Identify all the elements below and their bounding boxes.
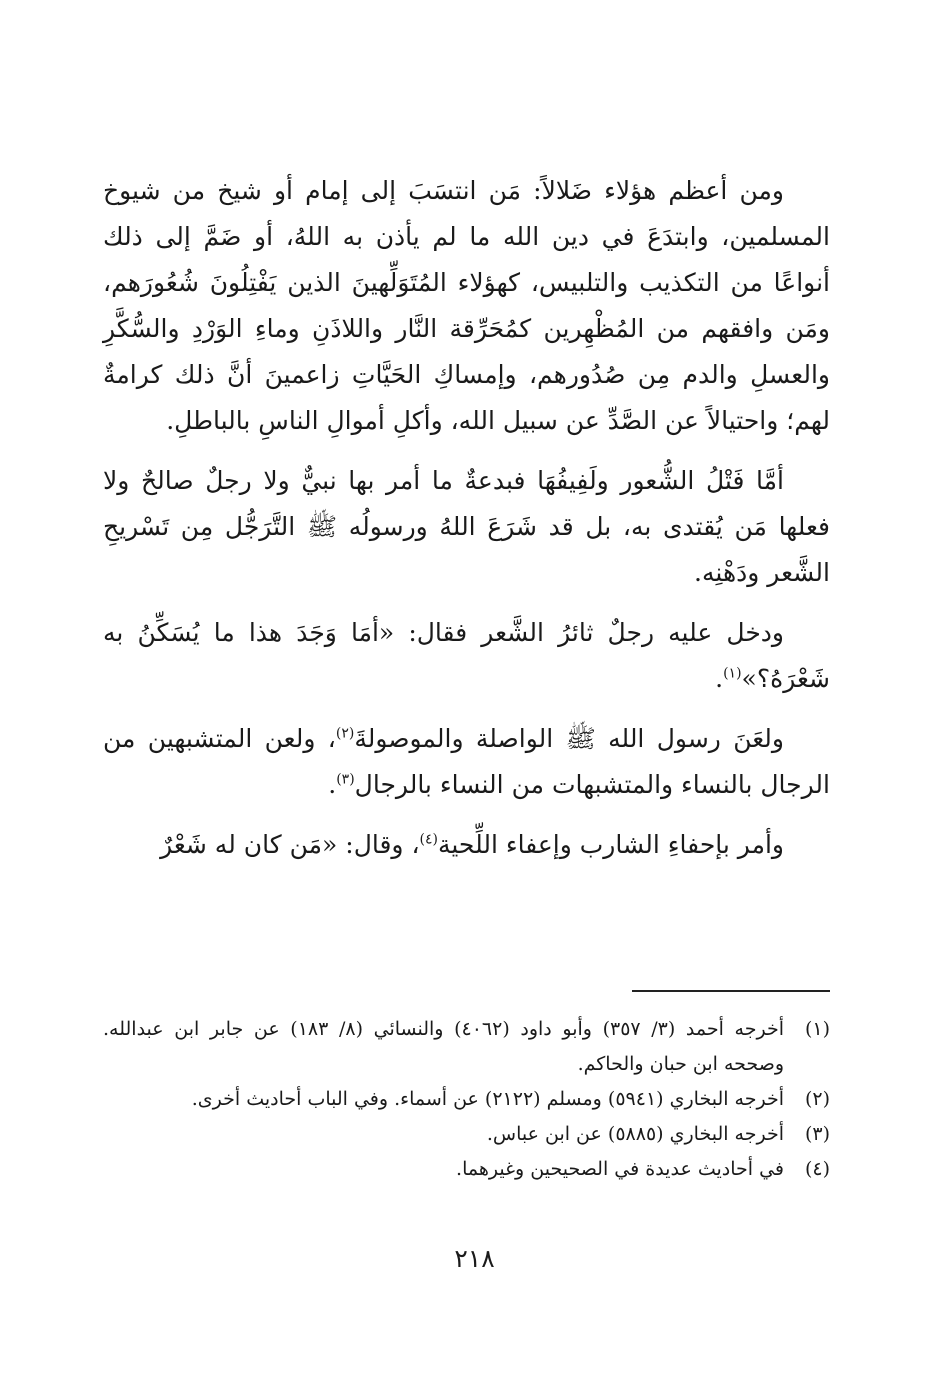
footnote-number: (٢) [804, 1088, 830, 1110]
paragraph-text: . [715, 664, 724, 693]
footnote-number: (١) [804, 1018, 830, 1040]
footnote-text: في أحاديث عديدة في الصحيحين وغيرهما. [456, 1158, 784, 1180]
footnote-4 [103, 1152, 830, 1187]
paragraph-text: أمَّا فَتْلُ الشُّعور ولَفِيفُهَا فبدعةٌ ما أمر بها نبيٌّ ولا رجلٌ صالحٌ ولا فعلها مَن يُقتدى به، بل قد شَرَعَ اللهُ ورسولُه ﷺ التَّرَجُّل مِن تَسْريحِ الشَّعر ودَهْنِه. [103, 466, 830, 587]
paragraph-trim-mustache [103, 822, 830, 868]
footnote-ref-3[interactable]: (٣) [336, 771, 355, 788]
footnote-ref-1[interactable]: (١) [723, 665, 742, 682]
paragraph-text: ولعَنَ رسول الله ﷺ الواصلة والموصولةَ [354, 724, 784, 753]
paragraph-text: ودخل عليه رجلٌ ثائرُ الشَّعر فقال: «أمَا وَجَدَ هذا ما يُسَكِّنُ به شَعْرَهُ؟» [103, 618, 830, 693]
paragraph-text: ، ولعن المتشبهين من الرجال بالنساء والمتشبهات من النساء بالرجال [103, 724, 830, 799]
paragraph-text: . [328, 770, 337, 799]
footnote-ref-2[interactable]: (٢) [335, 725, 355, 742]
paragraph-misguided-innovators [103, 168, 830, 444]
paragraph-curse-hair-extension [103, 716, 830, 808]
footnote-separator [632, 990, 830, 992]
paragraph-text: ، وقال: «مَن كان له شَعْرٌ [160, 830, 420, 859]
footnote-text: أخرجه البخاري (٥٨٨٥) عن ابن عباس. [486, 1123, 784, 1145]
page-number: ٢١٨ [454, 1244, 495, 1273]
footnote-text: أخرجه البخاري (٥٩٤١) ومسلم (٢١٢٢) عن أسماء. وفي الباب أحاديث أخرى. [191, 1088, 784, 1110]
footnote-text: أخرجه أحمد (٣/ ٣٥٧) وأبو داود (٤٠٦٢) والنسائي (٨/ ١٨٣) عن جابر ابن عبدالله. وصححه ابن حبان والحاكم. [103, 1018, 784, 1075]
footnote-ref-4[interactable]: (٤) [419, 831, 438, 848]
paragraph-text: ومن أعظم هؤلاء ضَلالاً: مَن انتسَبَ إلى إمام أو شيخ من شيوخ المسلمين، وابتدَعَ في دين الله ما لم يأذن به اللهُ، أو ضَمَّ إلى ذلك أنواعًا من التكذيب والتلبيس، كهؤلاء المُتَوَلِّهينَ الذين يَفْتِلُونَ شُعُورَهم، ومَن وافقهم من المُظْهِرين كمُحَرِّقة النَّار واللاذَنِ وماءِ الوَرْدِ والسُّكَّرِ والعسلِ والدم مِن صُدُورهم، وإمساكِ الحَيَّاتِ زاعمينَ أنَّ ذلك كرامةٌ لهم؛ واحتيالاً عن الصَّدِّ عن سبيل الله، وأكلِ أموالِ الناسِ بالباطلِ. [103, 176, 830, 435]
footnote-1 [103, 1012, 830, 1082]
footnotes [103, 1012, 830, 1187]
footnote-2 [103, 1082, 830, 1117]
page-body [103, 168, 830, 868]
paragraph-disheveled-man [103, 610, 830, 702]
footnote-number: (٣) [804, 1123, 830, 1145]
paragraph-text: وأمر بإحفاءِ الشارب وإعفاء اللِّحية [437, 830, 784, 859]
paragraph-hair-twisting [103, 458, 830, 596]
footnote-3 [103, 1117, 830, 1152]
footnote-number: (٤) [804, 1158, 830, 1180]
